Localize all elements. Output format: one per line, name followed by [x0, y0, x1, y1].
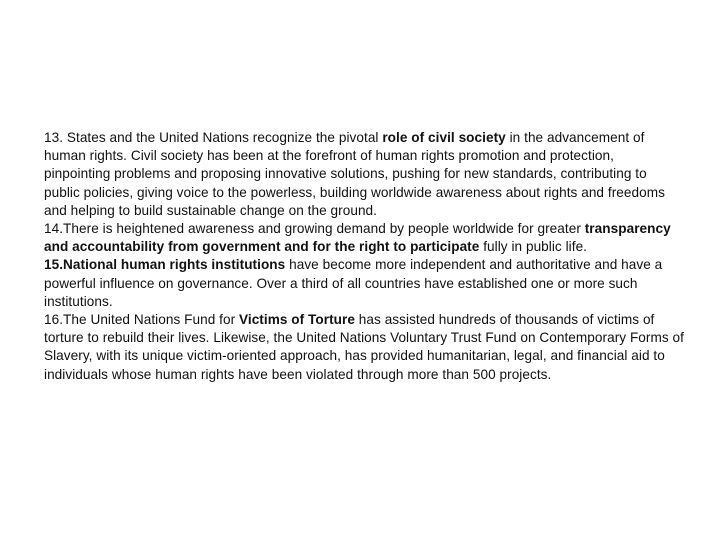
paragraph-15-part-2: have become more independent and authoritative and have a powerful influence on governance. Over a third of all countries have established one or more such institutions. [44, 257, 663, 309]
paragraph-16-bold-victims-of-torture: Victims of Torture [239, 312, 355, 328]
paragraph-16-part-1: 16.The United Nations Fund for [44, 312, 239, 328]
paragraph-13-part-1: 13. States and the United Nations recognize the pivotal [44, 130, 383, 145]
paragraph-14-bold-transparency: transparency and accountability from government and for the right to participate [44, 221, 671, 255]
paragraph-15-bold-nhri: 15.National human rights institutions [44, 257, 286, 273]
paragraph-16-part-3: has assisted hundreds of thousands of victims of torture to rebuild their lives. Likewise, the United Nations Voluntary Trust Fund on Contemporary Forms of Slavery, with its unique victim-oriented approach, has provided humanitarian, legal, and financial aid to individuals whose human rights have been violated through more than 500 projects. [44, 312, 684, 382]
paragraph-13 [44, 129, 684, 220]
paragraph-16 [44, 311, 684, 384]
paragraph-14 [44, 220, 684, 256]
paragraph-13-bold-role-of-civil-society: role of civil society [382, 130, 506, 145]
body-text-block [44, 129, 684, 384]
paragraph-14-part-3: fully in public life. [479, 239, 588, 255]
paragraph-13-part-3: in the advancement of human rights. Civil society has been at the forefront of human rights promotion and protection, pinpointing problems and proposing innovative solutions, pushing for new standards, contributing to public policies, giving voice to the powerless, building worldwide awareness about rights and freedoms and helping to build sustainable change on the ground. [44, 130, 665, 218]
paragraph-15 [44, 256, 684, 311]
paragraph-14-part-1: 14.There is heightened awareness and growing demand by people worldwide for greater [44, 221, 585, 237]
